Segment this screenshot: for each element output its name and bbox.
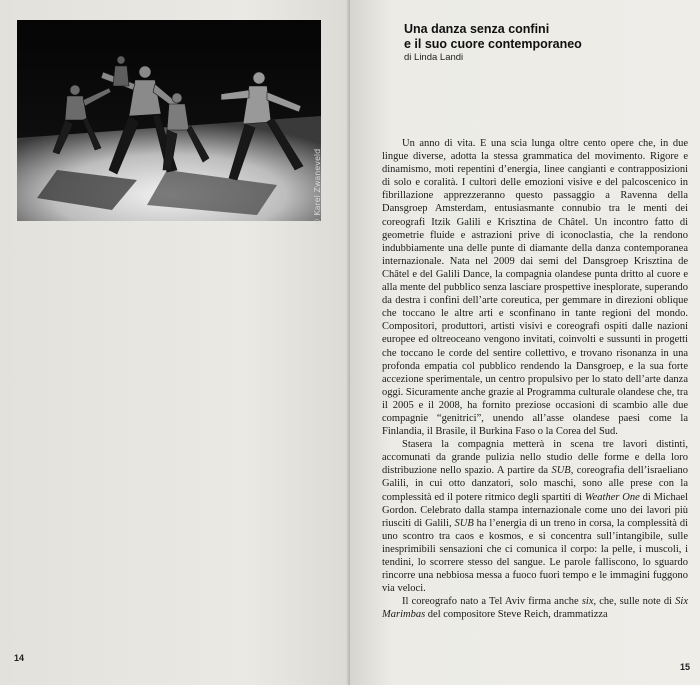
- italic-title: six: [581, 596, 594, 608]
- photo-credit: © Karel Zwaneveld: [313, 148, 322, 226]
- page-number-left: 14: [14, 653, 25, 663]
- text-run: Il coreografo nato a Tel Aviv firma anche: [402, 596, 582, 608]
- text-run: , coreografia dell’israeliano Galili, in cui otto danzatori, solo maschi, sono alle prese con la complessità ed il potere ritmico degli spartiti di: [382, 465, 689, 503]
- title-line-1: Una danza senza confini: [404, 22, 550, 36]
- byline: di Linda Landi: [404, 52, 464, 63]
- body-paragraph: [382, 438, 688, 595]
- text-run: Stasera la compagnia metterà in scena tre lavori distinti, accomunati da grande pulizia nello studio delle forme e della loro distribuzione nello spazio. A partire da: [382, 439, 688, 477]
- title-line-2: e il suo cuore contemporaneo: [404, 37, 582, 51]
- text-run: ha l’energia di un treno in corsa, la complessità di uno scontro tra caos e kosmos, e si concentra sull’intangibile, sulle inesprimibili sensazioni che ci comunica il corpo: la pelle, i muscoli, i tendini, lo scorrere stesso del sangue. Le parole falliscono, lo sguardo rincorre una nebbiosa messa a fuoco fuori tempo e le immagini fuggono via veloci.: [382, 517, 688, 595]
- italic-title: SUB: [551, 465, 571, 477]
- article-body: [382, 137, 688, 621]
- body-paragraph: [382, 137, 688, 438]
- text-run: del compositore Steve Reich, drammatizza: [425, 609, 608, 621]
- dance-photo: [17, 20, 322, 226]
- text-run: , che, sulle note di: [593, 596, 676, 608]
- article-title: [404, 22, 664, 52]
- italic-title: SUB: [454, 517, 474, 529]
- page-number-right: 15: [680, 662, 691, 672]
- italic-title: Six Marimbas: [382, 596, 688, 621]
- text-run: di Michael Gordon. Celebrato dalla stampa internazionale come uno dei lavori più riusciti di Galili,: [382, 491, 688, 529]
- text-run: Un anno di vita. E una scia lunga oltre cento opere che, in due lingue diverse, adotta la stessa grammatica del movimento. Rigore e dinamismo, moti repentini d’energia, linee cangianti e contrapposizioni di solo e coralità. I cultori delle emozioni visive e del palcoscenico in fibrillazione apprezzeranno questo passaggio a Ravenna della Dansgroep Amsterdam, entusiasmante connubio tra le menti dei coreografi Itzik Galili e Krisztina de Châtel. Un incontro fatto di geometrie fluide e astrazioni prive di iconoclastia, che la rendono indubbiamente una delle punte di diamante della danza contemporanea internazionale. Nata nel 2009 dai semi del Dansgroep Krisztina de Châtel e del Galili Dance, la compagnia olandese punta dritto al cuore e alla mente del pubblico senza lasciare prospettive inesplorate, superando da destra i confini dell’arte coreutica, per gemmare in direzioni oblique che toccano le altre arti e sconfinano in tante regioni del mondo. Compositori, produttori, artisti visivi e coreografi ospiti dalle nazioni europee ed oltreoceano vengono invitati, coinvolti e sussunti in progetti che toccano le corde del sentire collettivo, e trovano risonanza in una profonda empatia col pubblico rendendo la Dansgroep, e la sua forte accezione sperimentale, un centro propulsivo per lo stato dell’arte danza oggi. Sicuramente anche grazie al Programma culturale olandese che, tra il 2005 e il 2008, ha fornito preziose occasioni di scambio alle due compagnie “genitrici”, unendo all’asse olandese paesi come la Finlandia, il Brasile, il Burkina Faso o la Corea del Sud.: [382, 138, 688, 438]
- body-paragraph: [382, 595, 688, 621]
- italic-title: Weather One: [584, 491, 640, 503]
